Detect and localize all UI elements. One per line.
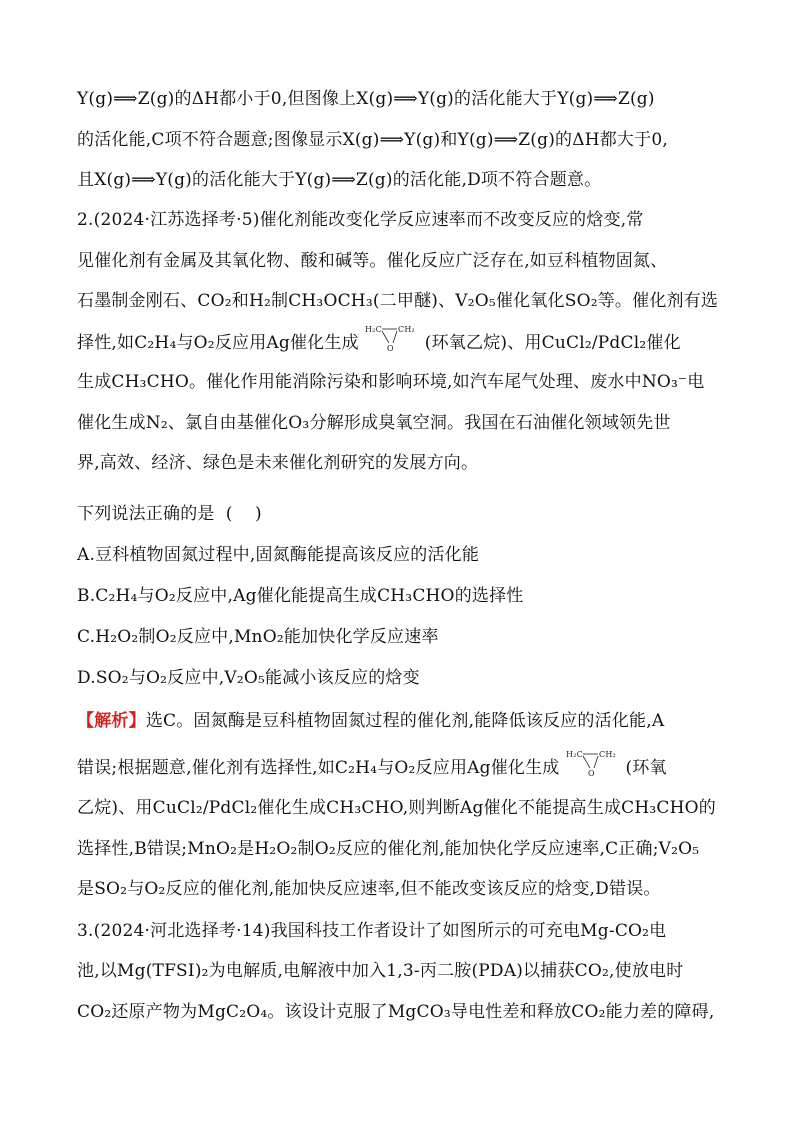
- question-2-line-7: 界,高效、经济、绿色是未来催化剂研究的发展方向。: [77, 453, 479, 473]
- svg-text:CH₂: CH₂: [397, 324, 415, 334]
- epoxide-structure-icon: [365, 323, 419, 353]
- question-3-line-2: 池,以Mg(TFSI)₂为电解质,电解液中加入1,3-丙二胺(PDA)以捕获CO₂,使放电时: [77, 961, 684, 981]
- question-2-stem: 下列说法正确的是 ( ): [77, 504, 262, 524]
- analysis-line-5: 是SO₂与O₂反应的催化剂,能加快反应速率,但不能改变该反应的焓变,D错误。: [77, 879, 661, 899]
- question-2-line-4: 择性,如C₂H₄与O₂反应用Ag催化生成 H₂C CH₂ O (环氧乙烷)、用CuCl₂/PdCl₂催化: [77, 324, 681, 353]
- analysis-tag: 【解析】: [77, 711, 146, 731]
- analysis-line-1: 【解析】选C。固氮酶是豆科植物固氮过程的催化剂,能降低该反应的活化能,A: [77, 711, 665, 731]
- analysis-line-3: 乙烷)、用CuCl₂/PdCl₂催化生成CH₃CHO,则判断Ag催化不能提高生成CH₃CHO的: [77, 798, 716, 818]
- option-a: A.豆科植物固氮过程中,固氮酶能提高该反应的活化能: [77, 545, 480, 565]
- text-line-3: 且X(g)⟹Y(g)的活化能大于Y(g)⟹Z(g)的活化能,D项不符合题意。: [77, 170, 602, 190]
- option-c: C.H₂O₂制O₂反应中,MnO₂能加快化学反应速率: [77, 627, 439, 647]
- analysis-line-4: 选择性,B错误;MnO₂是H₂O₂制O₂反应的催化剂,能加快化学反应速率,C正确;V₂O₅: [77, 839, 700, 859]
- text-line-2: 的活化能,C项不符合题意;图像显示X(g)⟹Y(g)和Y(g)⟹Z(g)的ΔH都大于0,: [77, 130, 668, 150]
- option-d: D.SO₂与O₂反应中,V₂O₅能减小该反应的焓变: [77, 668, 420, 688]
- option-b: B.C₂H₄与O₂反应中,Ag催化能提高生成CH₃CHO的选择性: [77, 586, 524, 606]
- question-3-line-3: CO₂还原产物为MgC₂O₄。该设计克服了MgCO₃导电性差和释放CO₂能力差的障碍,: [77, 1002, 715, 1022]
- question-3-line-1: 3.(2024·河北选择考·14)我国科技工作者设计了如图所示的可充电Mg-CO₂电: [77, 921, 667, 941]
- question-2-line-1: 2.(2024·江苏选择考·5)催化剂能改变化学反应速率而不改变反应的焓变,常: [77, 210, 644, 230]
- text-line-1: Y(g)⟹Z(g)的ΔH都小于0,但图像上X(g)⟹Y(g)的活化能大于Y(g)⟹Z(g): [77, 89, 655, 109]
- question-2-line-5: 生成CH₃CHO。催化作用能消除污染和影响环境,如汽车尾气处理、废水中NO₃⁻电: [77, 372, 705, 392]
- question-2-line-2: 见催化剂有金属及其氧化物、酸和碱等。催化反应广泛存在,如豆科植物固氮、: [77, 251, 668, 271]
- svg-text:O: O: [587, 768, 595, 778]
- svg-text:O: O: [386, 343, 394, 353]
- svg-text:H₂C: H₂C: [565, 749, 583, 759]
- question-2-line-6: 催化生成N₂、氯自由基催化O₃分解形成臭氧空洞。我国在石油催化领域领先世: [77, 413, 671, 433]
- epoxide-structure-icon: [566, 748, 620, 778]
- question-2-line-3: 石墨制金刚石、CO₂和H₂制CH₃OCH₃(二甲醚)、V₂O₅催化氧化SO₂等。催化剂有选: [77, 291, 719, 311]
- svg-text:H₂C: H₂C: [364, 324, 382, 334]
- svg-text:CH₂: CH₂: [598, 749, 616, 759]
- analysis-line-2: 错误;根据题意,催化剂有选择性,如C₂H₄与O₂反应用Ag催化生成 H₂C CH₂ O (环氧: [77, 749, 667, 778]
